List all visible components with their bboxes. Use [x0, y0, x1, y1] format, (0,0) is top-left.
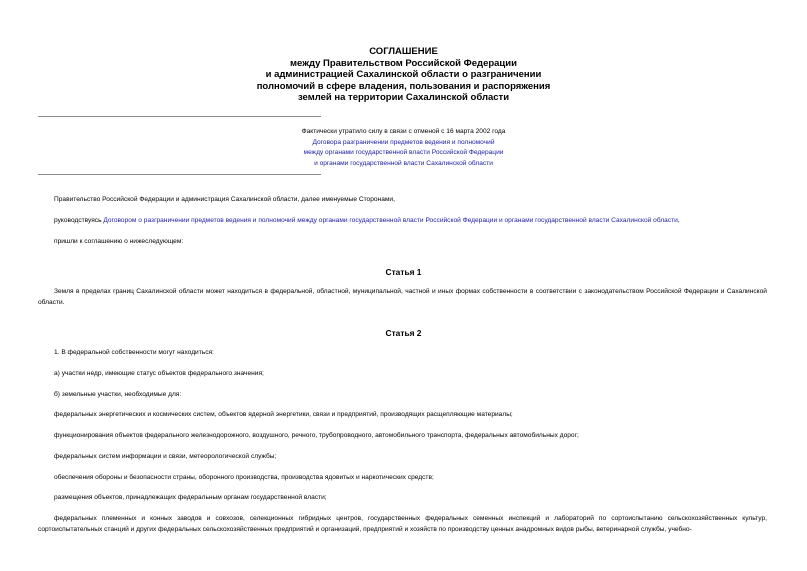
article-1-text: Земля в пределах границ Сахалинской области может находиться в федеральной, областной, муниципальной, частной и иных формах собственности в соответствии с законодательством Российской Федерации и Сахалинской области. — [38, 288, 767, 306]
preamble-guided — [38, 216, 767, 227]
article-1-heading: Статья 1 — [385, 267, 422, 277]
document-title — [0, 46, 807, 104]
status-text: Фактически утратило силу в связи с отменой с 16 марта 2002 года — [301, 128, 506, 135]
article-2-item: функционирования объектов федерального железнодорожного, воздушного, речного, трубопроводного, автомобильного транспорта, федеральных автомобильных дорог; — [54, 432, 579, 439]
divider-bottom — [38, 174, 321, 175]
preamble-parties: Правительство Российской Федерации и администрация Сахалинской области, далее именуемые Сторонами, — [54, 196, 395, 203]
article-2-item: федеральных племенных и конных заводов и совхозов, селекционных гибридных центров, государственных федеральных семенных инспекций и лабораторий по сортоиспытанию сельскохозяйственных культур, сортоиспытательных станций и других федеральных сельскохозяйственных предприятий и организаций, предприятий и хозяйств по производству ценных анадромных видов рыбы, ветеринарной службы, учебно- — [38, 515, 767, 533]
repeal-link-line[interactable]: Договора разграничении предметов ведения и полномочий — [312, 138, 495, 146]
article-2-item: федеральных энергетических и космических систем, объектов ядерной энергетики, связи и предприятий, производящих расщепляющие материалы; — [54, 411, 513, 418]
repeal-link-line[interactable]: и органами государственной власти Сахалинской области — [314, 159, 493, 167]
article-2-item: обеспечения обороны и безопасности страны, оборонного производства, производства ядовитых и наркотических средств; — [54, 474, 434, 481]
preamble-guided-prefix: руководствуясь — [54, 217, 104, 224]
title-line: полномочий в сфере владения, пользования и распоряжения — [256, 80, 551, 92]
article-2-item: б) земельные участки, необходимые для: — [54, 391, 182, 398]
treaty-link[interactable]: Договором о разграничении предметов ведения и полномочий между органами государственной власти Российской Федерации и органами государственной власти Сахалинской области — [103, 217, 678, 224]
preamble-guided-suffix: , — [677, 217, 680, 224]
repeal-link-line[interactable]: между органами государственной власти Российской Федерации — [303, 149, 504, 156]
article-2-item: размещения объектов, принадлежащих федеральным органам государственной власти; — [54, 494, 327, 501]
title-line: землей на территории Сахалинской области — [297, 92, 510, 103]
preamble-agreed: пришли к соглашению о нижеследующем: — [54, 238, 184, 245]
title-line: и администрацией Сахалинской области о разграничении — [265, 69, 542, 80]
title-line: СОГЛАШЕНИЕ — [369, 46, 438, 57]
article-2-item: федеральных систем информации и связи, метеорологической службы; — [54, 453, 277, 460]
article-2-heading: Статья 2 — [385, 328, 422, 338]
divider-top — [38, 116, 321, 117]
title-line: между Правительством Российской Федерации — [290, 57, 517, 69]
article-2-item: а) участки недр, имеющие статус объектов федерального значения; — [54, 370, 264, 377]
article-2-item: 1. В федеральной собственности могут находиться: — [54, 349, 214, 356]
status-note — [0, 127, 807, 169]
